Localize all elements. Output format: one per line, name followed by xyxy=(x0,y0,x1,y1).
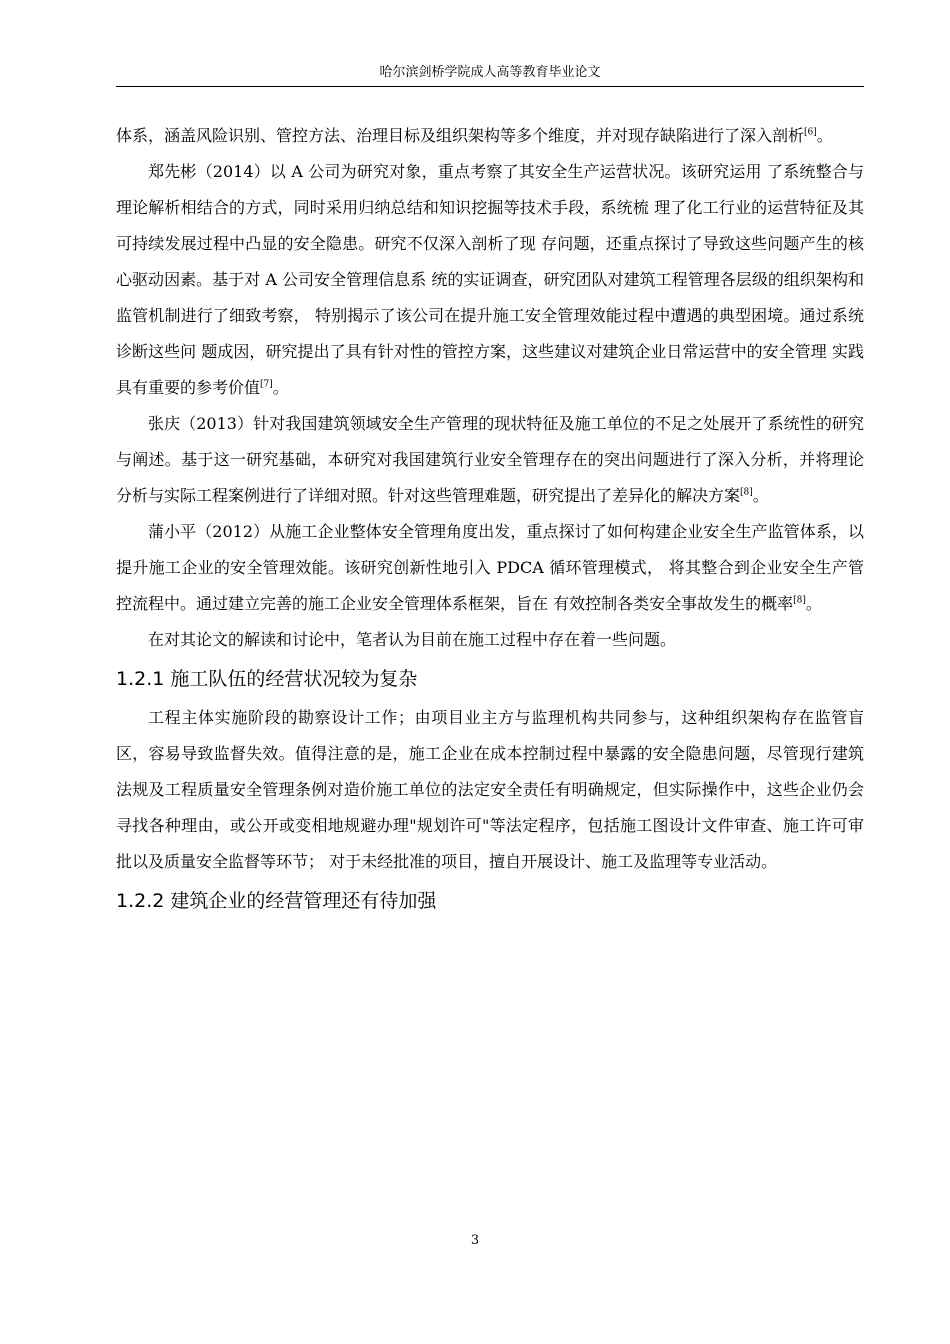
document-body xyxy=(116,118,864,922)
page-header: 哈尔滨剑桥学院成人高等教育毕业论文 xyxy=(116,64,864,87)
citation-ref: [6] xyxy=(804,127,817,138)
citation-ref: [8] xyxy=(793,595,806,606)
section-1-2-1-text: 工程主体实施阶段的勘察设计工作；由项目业主方与监理机构共同参与，这种组织架构存在监管盲区，容易导致监督失效。值得注意的是，施工企业在成本控制过程中暴露的安全隐患问题，尽管现行建筑法规及工程质量安全管理条例对造价施工单位的法定安全责任有明确规定，但实际操作中，这些企业仍会寻找各种理由，或公开或变相地规避办理"规划许可"等法定程序，包括施工图设计文件审查、施工许可审批以及质量安全监督等环节； 对于未经批准的项目，擅自开展设计、施工及监理等专业活动。 xyxy=(116,708,864,871)
page-number: 3 xyxy=(470,1233,480,1248)
section-heading-1-2-2: 1.2.2 建筑企业的经营管理还有待加强 xyxy=(116,890,437,912)
paragraph-continuation: 体系，涵盖风险识别、管控方法、治理目标及组织架构等多个维度，并对现存缺陷进行了深入剖析[6]。 xyxy=(116,126,833,145)
paragraph-text: 体系，涵盖风险识别、管控方法、治理目标及组织架构等多个维度，并对现存缺陷进行了深入剖析 xyxy=(116,126,805,145)
paragraph-zhang: 张庆（2013）针对我国建筑领域安全生产管理的现状特征及施工单位的不足之处展开了系统性的研究与阐述。基于这一研究基础，本研究对我国建筑行业安全管理存在的突出问题进行了深入分析，并将理论分析与实际工程案例进行了详细对照。针对这些管理难题，研究提出了差异化的解决方案[8]。 xyxy=(116,414,864,505)
section-heading-1-2-1: 1.2.1 施工队伍的经营状况较为复杂 xyxy=(116,668,418,690)
citation-ref: [8] xyxy=(740,487,753,498)
paragraph-text: 张庆（2013）针对我国建筑领域安全生产管理的现状特征及施工单位的不足之处展开了系统性的研究与阐述。基于这一研究基础，本研究对我国建筑行业安全管理存在的突出问题进行了深入分析，并将理论分析与实际工程案例进行了详细对照。针对这些管理难题，研究提出了差异化的解决方案 xyxy=(116,414,864,505)
paragraph-pu: 蒲小平（2012）从施工企业整体安全管理角度出发，重点探讨了如何构建企业安全生产监管体系，以提升施工企业的安全管理效能。该研究创新性地引入 PDCA 循环管理模式， 将其整合到企业安全生产管控流程中。通过建立完善的施工企业安全管理体系框架，旨在 有效控制各类安全事故发生的概率[8]。 xyxy=(116,522,864,613)
paragraph-summary: 在对其论文的解读和讨论中，笔者认为目前在施工过程中存在着一些问题。 xyxy=(148,630,677,649)
citation-ref: [7] xyxy=(260,379,273,390)
paragraph-text: 蒲小平（2012）从施工企业整体安全管理角度出发，重点探讨了如何构建企业安全生产监管体系，以提升施工企业的安全管理效能。该研究创新性地引入 PDCA 循环管理模式， 将其整合到企业安全生产管控流程中。通过建立完善的施工企业安全管理体系框架，旨在 有效控制各类安全事故发生的概率 xyxy=(116,522,864,613)
paragraph-zheng: 郑先彬（2014）以 A 公司为研究对象，重点考察了其安全生产运营状况。该研究运用 了系统整合与理论解析相结合的方式，同时采用归纳总结和知识挖掘等技术手段，系统梳 理了化工行业的运营特征及其可持续发展过程中凸显的安全隐患。研究不仅深入剖析了现 存问题，还重点探讨了导致这些问题产生的核心驱动因素。基于对 A 公司安全管理信息系 统的实证调查，研究团队对建筑工程管理各层级的组织架构和监管机制进行了细致考察， 特别揭示了该公司在提升施工安全管理效能过程中遭遇的典型困境。通过系统诊断这些问 题成因，研究提出了具有针对性的管控方案，这些建议对建筑企业日常运营中的安全管理 实践具有重要的参考价值[7]。 xyxy=(116,162,864,397)
paragraph-text: 郑先彬（2014）以 A 公司为研究对象，重点考察了其安全生产运营状况。该研究运用 了系统整合与理论解析相结合的方式，同时采用归纳总结和知识挖掘等技术手段，系统梳 理了化工行业的运营特征及其可持续发展过程中凸显的安全隐患。研究不仅深入剖析了现 存问题，还重点探讨了导致这些问题产生的核心驱动因素。基于对 A 公司安全管理信息系 统的实证调查，研究团队对建筑工程管理各层级的组织架构和监管机制进行了细致考察， 特别揭示了该公司在提升施工安全管理效能过程中遭遇的典型困境。通过系统诊断这些问 题成因，研究提出了具有针对性的管控方案，这些建议对建筑企业日常运营中的安全管理 实践具有重要的参考价值 xyxy=(116,162,864,397)
